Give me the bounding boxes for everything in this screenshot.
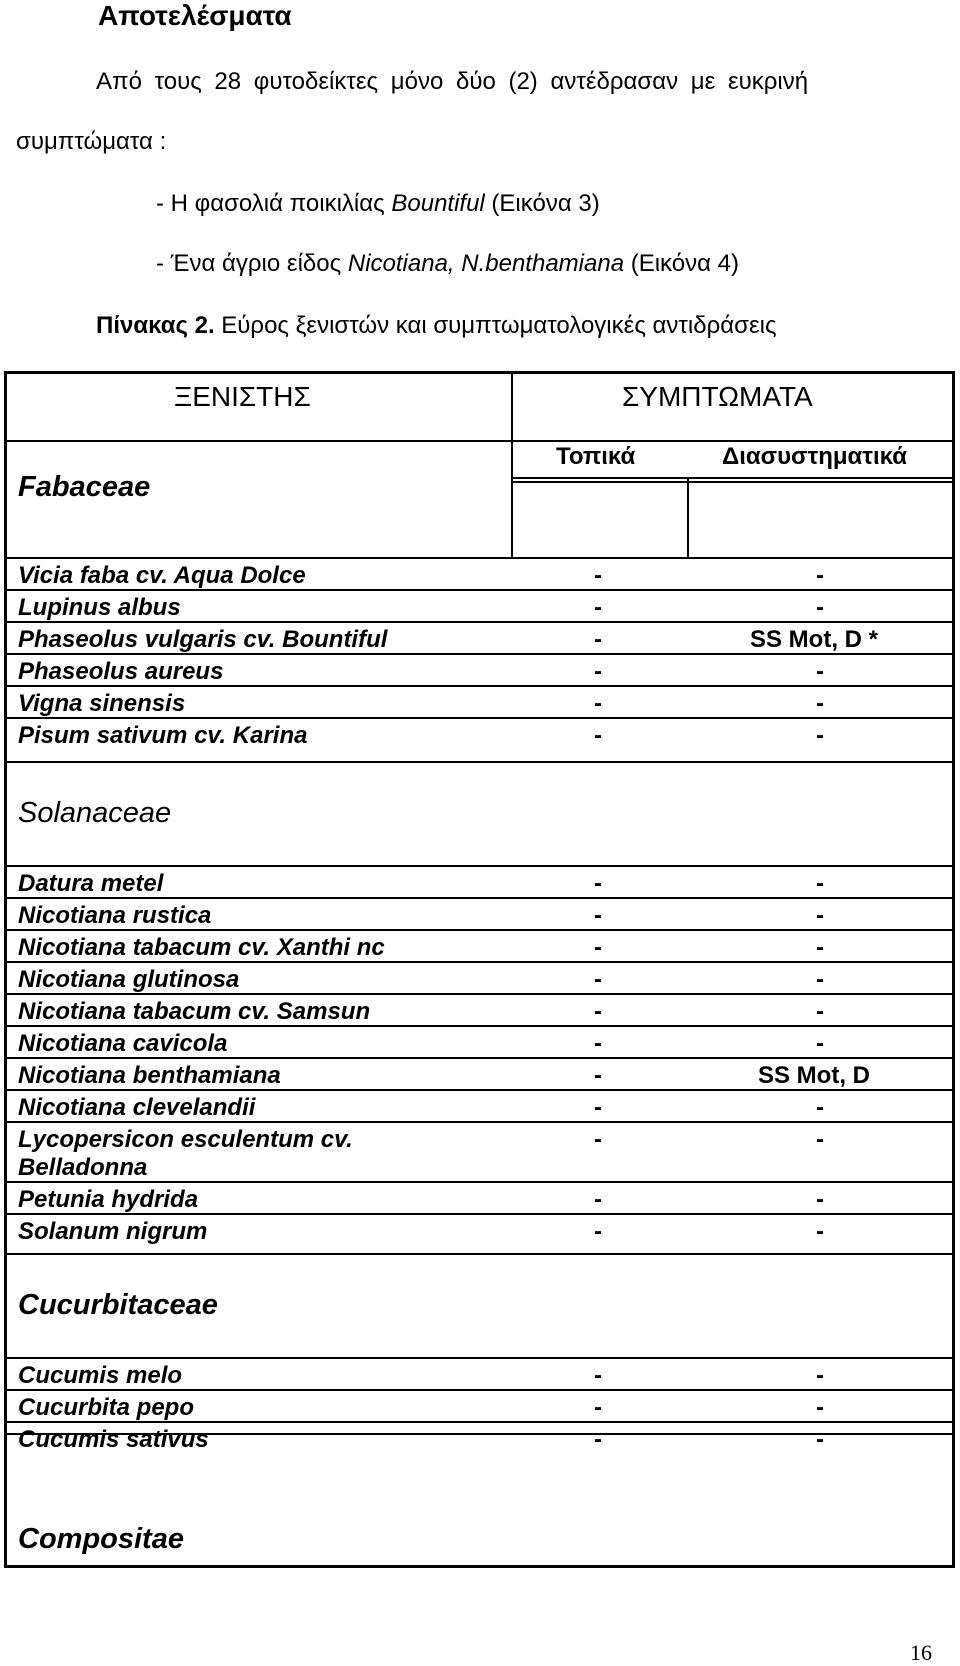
local-value: - — [594, 1094, 602, 1121]
systemic-value: - — [816, 1030, 824, 1057]
local-value: - — [594, 690, 602, 717]
local-value: - — [594, 1218, 602, 1245]
local-value: - — [594, 1186, 602, 1213]
host-name: Petunia hydrida — [18, 1186, 199, 1213]
systemic-value: - — [816, 998, 824, 1025]
local-value: - — [594, 1426, 602, 1453]
header-host: ΞΕΝΙΣΤΗΣ — [174, 381, 311, 412]
table-caption: Πίνακας 2. Εύρος ξενιστών και συμπτωματολογικές αντιδράσεις — [96, 312, 777, 339]
systemic-value: - — [816, 902, 824, 929]
host-name: Nicotiana cavicola — [18, 1030, 228, 1057]
systemic-value: SS Mot, D — [758, 1062, 870, 1089]
local-value: - — [594, 934, 602, 961]
host-name: Datura metel — [18, 870, 164, 897]
local-value: - — [594, 626, 602, 653]
page-heading: Αποτελέσματα — [98, 0, 292, 31]
host-name: Nicotiana rustica — [18, 902, 212, 929]
family-label: Compositae — [18, 1523, 184, 1555]
intro-line-2: συμπτώματα : — [16, 128, 167, 155]
header-symptoms: ΣΥΜΠΤΩΜΑΤΑ — [622, 381, 813, 412]
bullet-item-1: - Η φασολιά ποικιλίας Bountiful (Εικόνα 3) — [156, 190, 600, 217]
local-value: - — [594, 562, 602, 589]
family-label: Cucurbitaceae — [18, 1289, 218, 1321]
systemic-value: - — [816, 1394, 824, 1421]
systemic-value: - — [816, 1362, 824, 1389]
host-name: Lupinus albus — [18, 594, 181, 621]
host-name: Vigna sinensis — [18, 690, 186, 717]
host-name: Phaseolus vulgaris cv. Bountiful — [18, 626, 388, 653]
host-name: Nicotiana clevelandii — [18, 1094, 256, 1121]
local-value: - — [594, 658, 602, 685]
systemic-value: - — [816, 722, 824, 749]
local-value: - — [594, 594, 602, 621]
systemic-value: - — [816, 1426, 824, 1453]
bullet-item-2: - Ένα άγριο είδος Nicotiana, N.benthamiana (Εικόνα 4) — [156, 250, 739, 277]
local-value: - — [594, 722, 602, 749]
host-name: Nicotiana tabacum cv. Xanthi nc — [18, 934, 385, 961]
host-name: Nicotiana benthamiana — [18, 1062, 281, 1089]
host-name: Nicotiana tabacum cv. Samsun — [18, 998, 371, 1025]
host-name: Solanum nigrum — [18, 1218, 208, 1245]
local-value: - — [594, 902, 602, 929]
systemic-value: - — [816, 1094, 824, 1121]
subheader-local: Τοπικά — [556, 443, 636, 470]
systemic-value: - — [816, 690, 824, 717]
systemic-value: - — [816, 934, 824, 961]
local-value: - — [594, 966, 602, 993]
host-name: Cucurbita pepo — [18, 1394, 195, 1421]
host-name: Cucumis sativus — [18, 1426, 209, 1453]
host-name: Lycopersicon esculentum cv. — [18, 1126, 353, 1153]
local-value: - — [594, 1030, 602, 1057]
local-value: - — [594, 1126, 602, 1153]
host-name-continued: Belladonna — [18, 1154, 148, 1181]
systemic-value: SS Mot, D * — [750, 626, 879, 653]
local-value: - — [594, 1394, 602, 1421]
host-range-table — [4, 371, 955, 1568]
host-name: Pisum sativum cv. Karina — [18, 722, 308, 749]
systemic-value: - — [816, 658, 824, 685]
systemic-value: - — [816, 1186, 824, 1213]
host-name: Phaseolus aureus — [18, 658, 224, 685]
systemic-value: - — [816, 870, 824, 897]
page-number: 16 — [910, 1640, 932, 1665]
systemic-value: - — [816, 562, 824, 589]
host-name: Cucumis melo — [18, 1362, 183, 1389]
local-value: - — [594, 1362, 602, 1389]
systemic-value: - — [816, 594, 824, 621]
systemic-value: - — [816, 1218, 824, 1245]
local-value: - — [594, 998, 602, 1025]
subheader-systemic: Διασυστηματικά — [722, 443, 908, 470]
host-name: Nicotiana glutinosa — [18, 966, 240, 993]
family-label: Solanaceae — [18, 797, 172, 829]
systemic-value: - — [816, 966, 824, 993]
family-label: Fabaceae — [18, 471, 151, 503]
local-value: - — [594, 1062, 602, 1089]
local-value: - — [594, 870, 602, 897]
intro-line-1: Από τους 28 φυτοδείκτες μόνο δύο (2) αντέδρασαν με ευκρινή — [96, 68, 809, 95]
host-name: Vicia faba cv. Aqua Dolce — [18, 562, 306, 589]
systemic-value: - — [816, 1126, 824, 1153]
